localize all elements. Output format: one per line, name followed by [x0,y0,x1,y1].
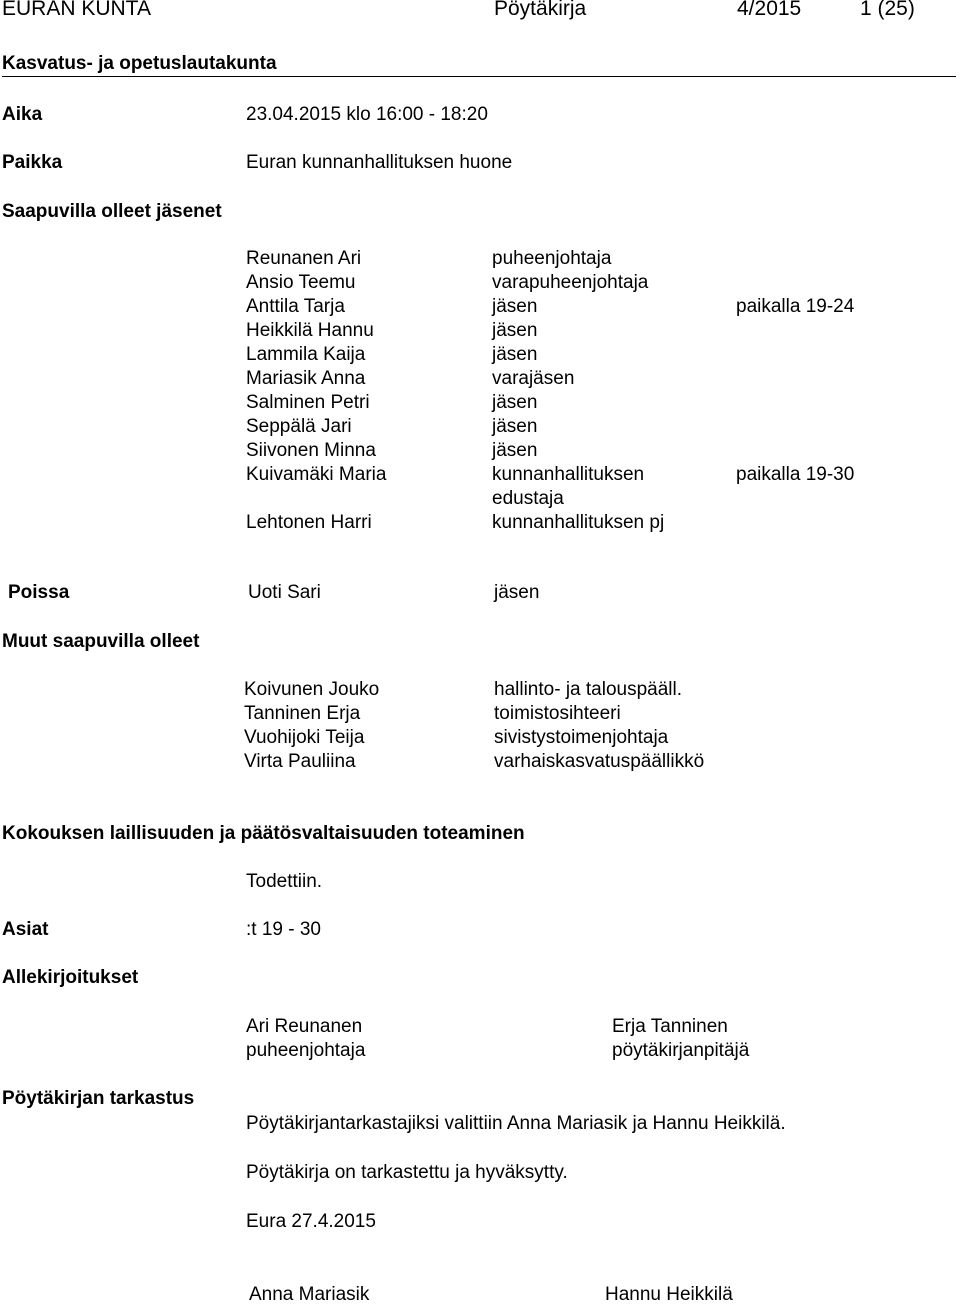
items-label: Asiat [2,919,49,940]
absent-label: Poissa [8,582,70,603]
member-role: jäsen [492,416,538,437]
review-place-date: Eura 27.4.2015 [246,1211,376,1232]
municipality-name: EURAN KUNTA [2,0,151,20]
page-number: 1 (25) [860,0,915,20]
place-label: Paikka [2,152,63,173]
member-role: kunnanhallituksen [492,464,645,485]
member-role-cont: edustaja [492,488,564,509]
absent-role: jäsen [494,582,540,603]
member-note: paikalla 19-24 [736,296,855,317]
member-role: puheenjohtaja [492,248,612,269]
member-role: kunnanhallituksen pj [492,512,665,533]
member-name: Lammila Kaija [246,344,366,365]
member-name: Reunanen Ari [246,248,362,269]
document-type: Pöytäkirja [494,0,587,20]
review-text-1: Pöytäkirjantarkastajiksi valittiin Anna Mariasik ja Hannu Heikkilä. [246,1113,786,1134]
secretary-name: Erja Tanninen [612,1016,728,1037]
present-label: Saapuvilla olleet jäsenet [2,201,222,222]
member-name: Ansio Teemu [246,272,356,293]
member-role: varajäsen [492,368,575,389]
member-name: Lehtonen Harri [246,512,372,533]
other-name: Vuohijoki Teija [244,727,365,748]
member-name: Anttila Tarja [246,296,345,317]
review-label: Pöytäkirjan tarkastus [2,1088,195,1109]
member-role: jäsen [492,296,538,317]
place-value: Euran kunnanhallituksen huone [246,152,513,173]
other-role: varhaiskasvatuspäällikkö [494,751,705,772]
other-name: Virta Pauliina [244,751,356,772]
member-role: jäsen [492,440,538,461]
time-value: 23.04.2015 klo 16:00 - 18:20 [246,104,488,125]
chair-role: puheenjohtaja [246,1040,366,1061]
body-name: Kasvatus- ja opetuslautakunta [2,53,277,74]
review-text-2: Pöytäkirja on tarkastettu ja hyväksytty. [246,1162,568,1183]
member-name: Salminen Petri [246,392,370,413]
time-label: Aika [2,104,43,125]
member-role: jäsen [492,392,538,413]
items-value: :t 19 - 30 [246,919,321,940]
member-name: Mariasik Anna [246,368,366,389]
member-name: Seppälä Jari [246,416,352,437]
member-note: paikalla 19-30 [736,464,855,485]
other-role: hallinto- ja talouspääll. [494,679,683,700]
other-name: Tanninen Erja [244,703,361,724]
header-rule [2,76,956,77]
absent-name: Uoti Sari [248,582,321,603]
other-name: Koivunen Jouko [244,679,380,700]
chair-name: Ari Reunanen [246,1016,363,1037]
member-role: jäsen [492,320,538,341]
member-role: varapuheenjohtaja [492,272,649,293]
signatures-label: Allekirjoitukset [2,967,139,988]
reviewer-2: Hannu Heikkilä [605,1284,733,1305]
member-name: Kuivamäki Maria [246,464,387,485]
other-role: toimistosihteeri [494,703,621,724]
document-number: 4/2015 [737,0,802,20]
quorum-value: Todettiin. [246,871,323,892]
secretary-role: pöytäkirjanpitäjä [612,1040,750,1061]
other-role: sivistystoimenjohtaja [494,727,669,748]
others-label: Muut saapuvilla olleet [2,631,200,652]
member-role: jäsen [492,344,538,365]
quorum-label: Kokouksen laillisuuden ja päätösvaltaisuuden toteaminen [2,823,525,844]
member-name: Siivonen Minna [246,440,376,461]
member-name: Heikkilä Hannu [246,320,374,341]
reviewer-1: Anna Mariasik [249,1284,370,1305]
